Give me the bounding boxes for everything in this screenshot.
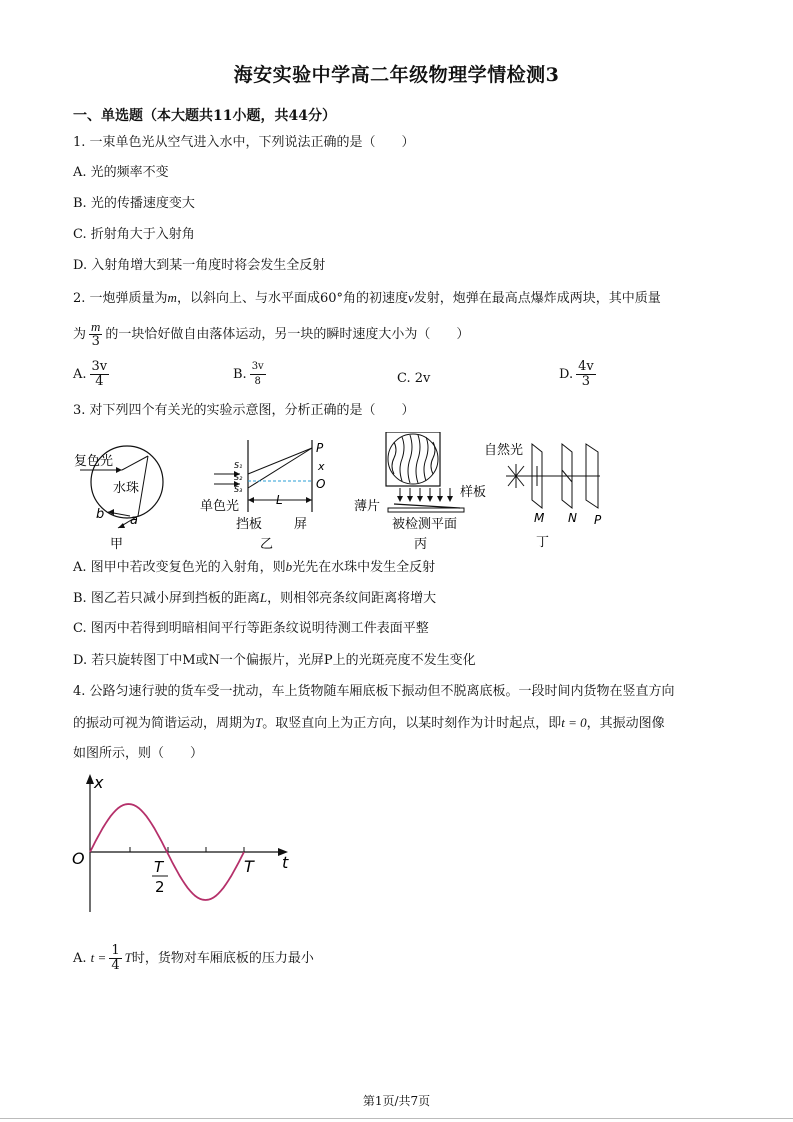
- figure-ding: [480, 436, 620, 552]
- q2-fraction: $\frac{m}{3}$: [91, 319, 101, 349]
- bing-caption: 丙: [414, 537, 428, 552]
- yi-caption: 乙: [260, 537, 274, 552]
- graph-label-o: O: [72, 849, 85, 868]
- graph-label-t-half-num: T: [154, 858, 164, 876]
- jia-label-b: b: [96, 507, 105, 522]
- yi-s1: S₁: [234, 461, 243, 470]
- graph-label-t-half-den: 2: [155, 878, 165, 896]
- figure-yi: [200, 440, 340, 552]
- yi-x: x: [318, 460, 325, 473]
- q2-option-c[interactable]: C. 2v: [397, 371, 431, 386]
- jia-caption: 甲: [110, 537, 124, 552]
- q2-option-b[interactable]: B. $\frac{3v}{8}$: [233, 361, 264, 387]
- graph-label-t-axis: t: [282, 853, 289, 872]
- q1-option-c[interactable]: C. 折射角大于入射角: [73, 227, 195, 242]
- q3-stem: 3. 对下列四个有关光的实验示意图，分析正确的是（ ）: [73, 403, 415, 418]
- figure-jia: [70, 432, 190, 552]
- q3-option-c[interactable]: C. 图丙中若得到明暗相间平行等距条纹说明待测工件表面平整: [73, 621, 429, 636]
- q4-option-a[interactable]: A. t = $\frac{1}{4}$ T时，货物对车厢底板的压力最小: [73, 943, 314, 973]
- yi-baffle: 挡板: [236, 517, 263, 532]
- ding-n: N: [568, 511, 577, 525]
- vibration-graph: [68, 772, 308, 920]
- yi-screen: 屏: [294, 517, 308, 532]
- page-title: 海安实验中学高二年级物理学情检测3: [233, 64, 560, 86]
- jia-label-a: a: [130, 513, 138, 528]
- q4-stem-line3: 如图所示，则（ ）: [73, 746, 204, 761]
- yi-s3: S₃: [234, 485, 243, 494]
- yi-o: O: [316, 477, 326, 491]
- bing-plane: 被检测平面: [392, 517, 458, 532]
- ding-p: P: [594, 513, 602, 527]
- q3-option-d[interactable]: D. 若只旋转图丁中M或N一个偏振片，光屏P上的光斑亮度不发生变化: [73, 653, 476, 668]
- yi-p: P: [316, 441, 324, 455]
- q4-stem-line1: 4. 公路匀速行驶的货车受一扰动，车上货物随车厢底板下振动但不脱离底板。一段时间内货物在竖直方向: [73, 684, 675, 699]
- yi-s2: S₂: [234, 473, 243, 482]
- section-heading: 一、单选题（本大题共11小题，共44分）: [73, 108, 336, 124]
- q4-stem-line2: 的振动可视为简谐运动，周期为T。取竖直向上为正方向，以某时刻作为计时起点，即t = 0，其振动图像: [73, 715, 665, 731]
- bing-sheet: 薄片: [354, 499, 381, 514]
- figure-bing: [352, 432, 492, 552]
- q3-option-a[interactable]: A. 图甲中若改变复色光的入射角，则b光先在水珠中发生全反射: [73, 559, 436, 575]
- tick-marks: [130, 847, 244, 852]
- yi-light: 单色光: [200, 499, 240, 514]
- q1-option-b[interactable]: B. 光的传播速度变大: [73, 196, 195, 211]
- q2-stem: 2. 一炮弹质量为m，以斜向上、与水平面成60°角的初速度v发射，炮弹在最高点爆炸成两块，其中质量: [73, 290, 661, 306]
- natural-light-star: [506, 464, 526, 488]
- q1-stem: 1. 一束单色光从空气进入水中，下列说法正确的是（ ）: [73, 135, 415, 150]
- q1-option-a[interactable]: A. 光的频率不变: [73, 165, 169, 180]
- graph-label-t-full: T: [244, 857, 254, 876]
- q2-option-a[interactable]: A. $\frac{3v}{4}$: [73, 359, 108, 389]
- ding-caption: 丁: [536, 535, 550, 550]
- jia-label-light: 复色光: [74, 454, 114, 469]
- q3-option-b[interactable]: B. 图乙若只减小屏到挡板的距离L，则相邻亮条纹间距离将增大: [73, 590, 437, 606]
- page-footer: 第1页/共7页: [362, 1094, 431, 1108]
- jia-label-drop: 水珠: [113, 481, 140, 496]
- ding-m: M: [534, 511, 545, 525]
- graph-label-x: x: [94, 773, 104, 792]
- q2-stem-line2: 为 $\frac{m}{3}$ 的一块恰好做自由落体运动，另一块的瞬时速度大小为（ ）: [73, 319, 470, 349]
- ding-light: 自然光: [484, 443, 524, 458]
- yi-l: L: [276, 493, 283, 507]
- bing-sample: 样板: [460, 485, 487, 500]
- footer-rule: [0, 1118, 793, 1119]
- q2-option-d[interactable]: D. $\frac{4v}{3}$: [559, 359, 594, 389]
- q1-option-d[interactable]: D. 入射角增大到某一角度时将会发生全反射: [73, 258, 326, 273]
